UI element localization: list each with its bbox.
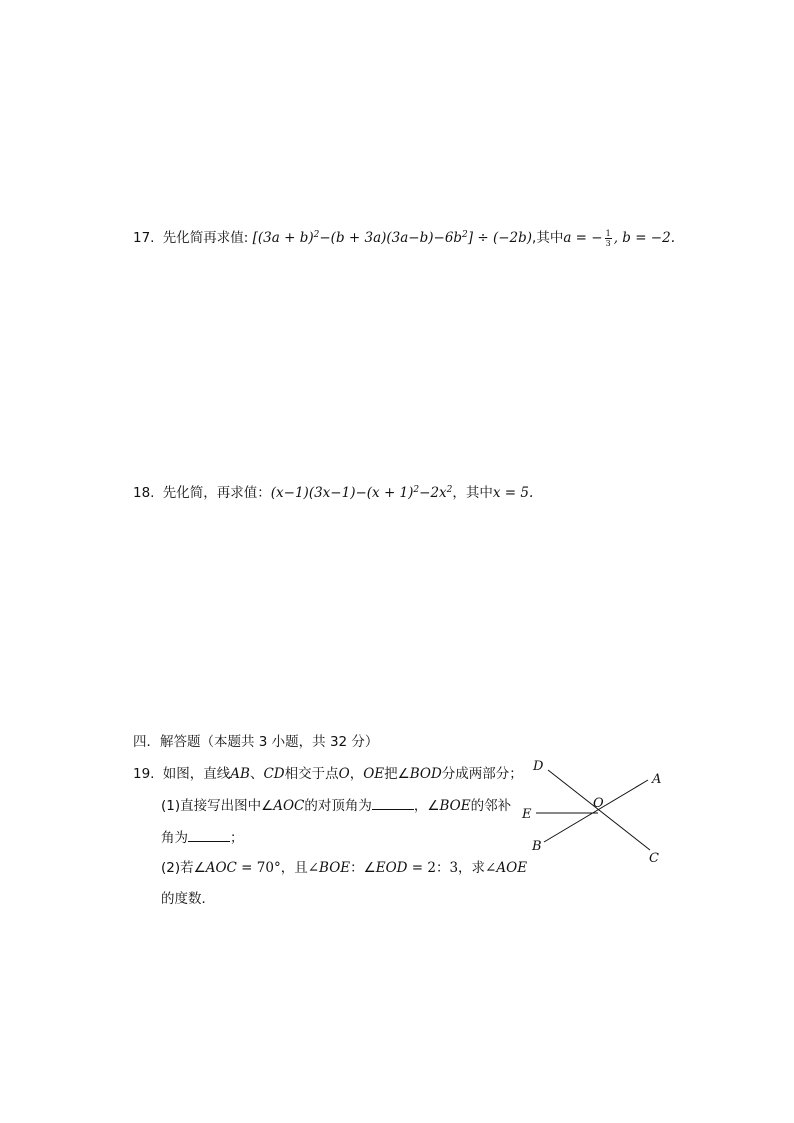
section-heading: 四．解答题（本题共 3 小题，共 32 分） xyxy=(133,734,379,750)
x-value: x = 5. xyxy=(492,485,534,501)
text: 分成两部分； xyxy=(441,766,523,782)
text: 如图，直线 xyxy=(162,766,231,782)
text: (1)直接写出图中∠ xyxy=(161,798,274,814)
question-19-sub-1-cont xyxy=(161,827,244,848)
text: ； xyxy=(230,830,244,846)
text: ，∠ xyxy=(413,798,440,814)
question-number: 17. xyxy=(133,230,155,246)
line-cd: CD xyxy=(263,766,285,782)
label-o: O xyxy=(593,796,604,811)
text: 角为 xyxy=(161,830,188,846)
question-19-sub-2-cont xyxy=(161,889,215,909)
b-value: , b = −2. xyxy=(613,230,675,246)
text: 的对顶角为 xyxy=(304,798,372,814)
text: 相交于点 xyxy=(284,766,339,782)
text: 、 xyxy=(249,766,264,782)
question-18 xyxy=(133,483,533,503)
text: 的邻补 xyxy=(470,798,512,814)
condition-prefix: ，其中 xyxy=(452,485,493,501)
angle-bod: BOD xyxy=(409,766,442,782)
point-o: O xyxy=(338,766,350,782)
text: 的度数． xyxy=(161,891,215,907)
text: = 70°，且∠ xyxy=(236,860,320,876)
question-prompt: 先化简再求值: xyxy=(162,230,249,246)
label-e: E xyxy=(522,807,532,822)
text: 把∠ xyxy=(384,766,410,782)
question-number: 19. xyxy=(133,766,155,782)
geometry-figure xyxy=(518,752,678,870)
angle-boe: BOE xyxy=(439,798,471,814)
question-19-sub-2 xyxy=(161,858,527,878)
text: ：∠ xyxy=(350,860,376,876)
text: ， xyxy=(349,766,364,782)
angle-aoc: AOC xyxy=(273,798,305,814)
expression: $[(3a + b)^2-(b + 3a)(3a-b)-6b^2] \div (-2b)$ xyxy=(252,230,533,246)
label-c: C xyxy=(649,851,659,866)
text: (2)若∠ xyxy=(161,860,206,876)
line-ba xyxy=(544,780,648,842)
expression: $(x-1)(3x-1)-(x + 1)^2-2x^2$ xyxy=(270,485,453,501)
question-prompt: 先化简，再求值： xyxy=(162,485,271,501)
angle-boe: BOE xyxy=(319,860,351,876)
label-a: A xyxy=(652,772,662,787)
a-value: a = − xyxy=(563,230,603,246)
condition-prefix: ,其中 xyxy=(532,230,564,246)
question-19-line-1 xyxy=(133,764,523,784)
label-b: B xyxy=(532,839,542,854)
text: = 2：3，求∠ xyxy=(407,860,497,876)
angle-aoc: AOC xyxy=(205,860,237,876)
question-17 xyxy=(133,228,675,248)
question-19-sub-1 xyxy=(161,795,511,816)
answer-blank[interactable] xyxy=(372,795,414,810)
fraction-one-third: $\frac{1}{3}$ xyxy=(605,228,611,248)
question-number: 18. xyxy=(133,485,155,501)
angle-eod: EOD xyxy=(375,860,408,876)
angle-aoe: AOE xyxy=(496,860,528,876)
ray-oe: OE xyxy=(363,766,385,782)
label-d: D xyxy=(533,759,544,774)
line-ab: AB xyxy=(230,766,250,782)
answer-blank[interactable] xyxy=(188,827,230,842)
